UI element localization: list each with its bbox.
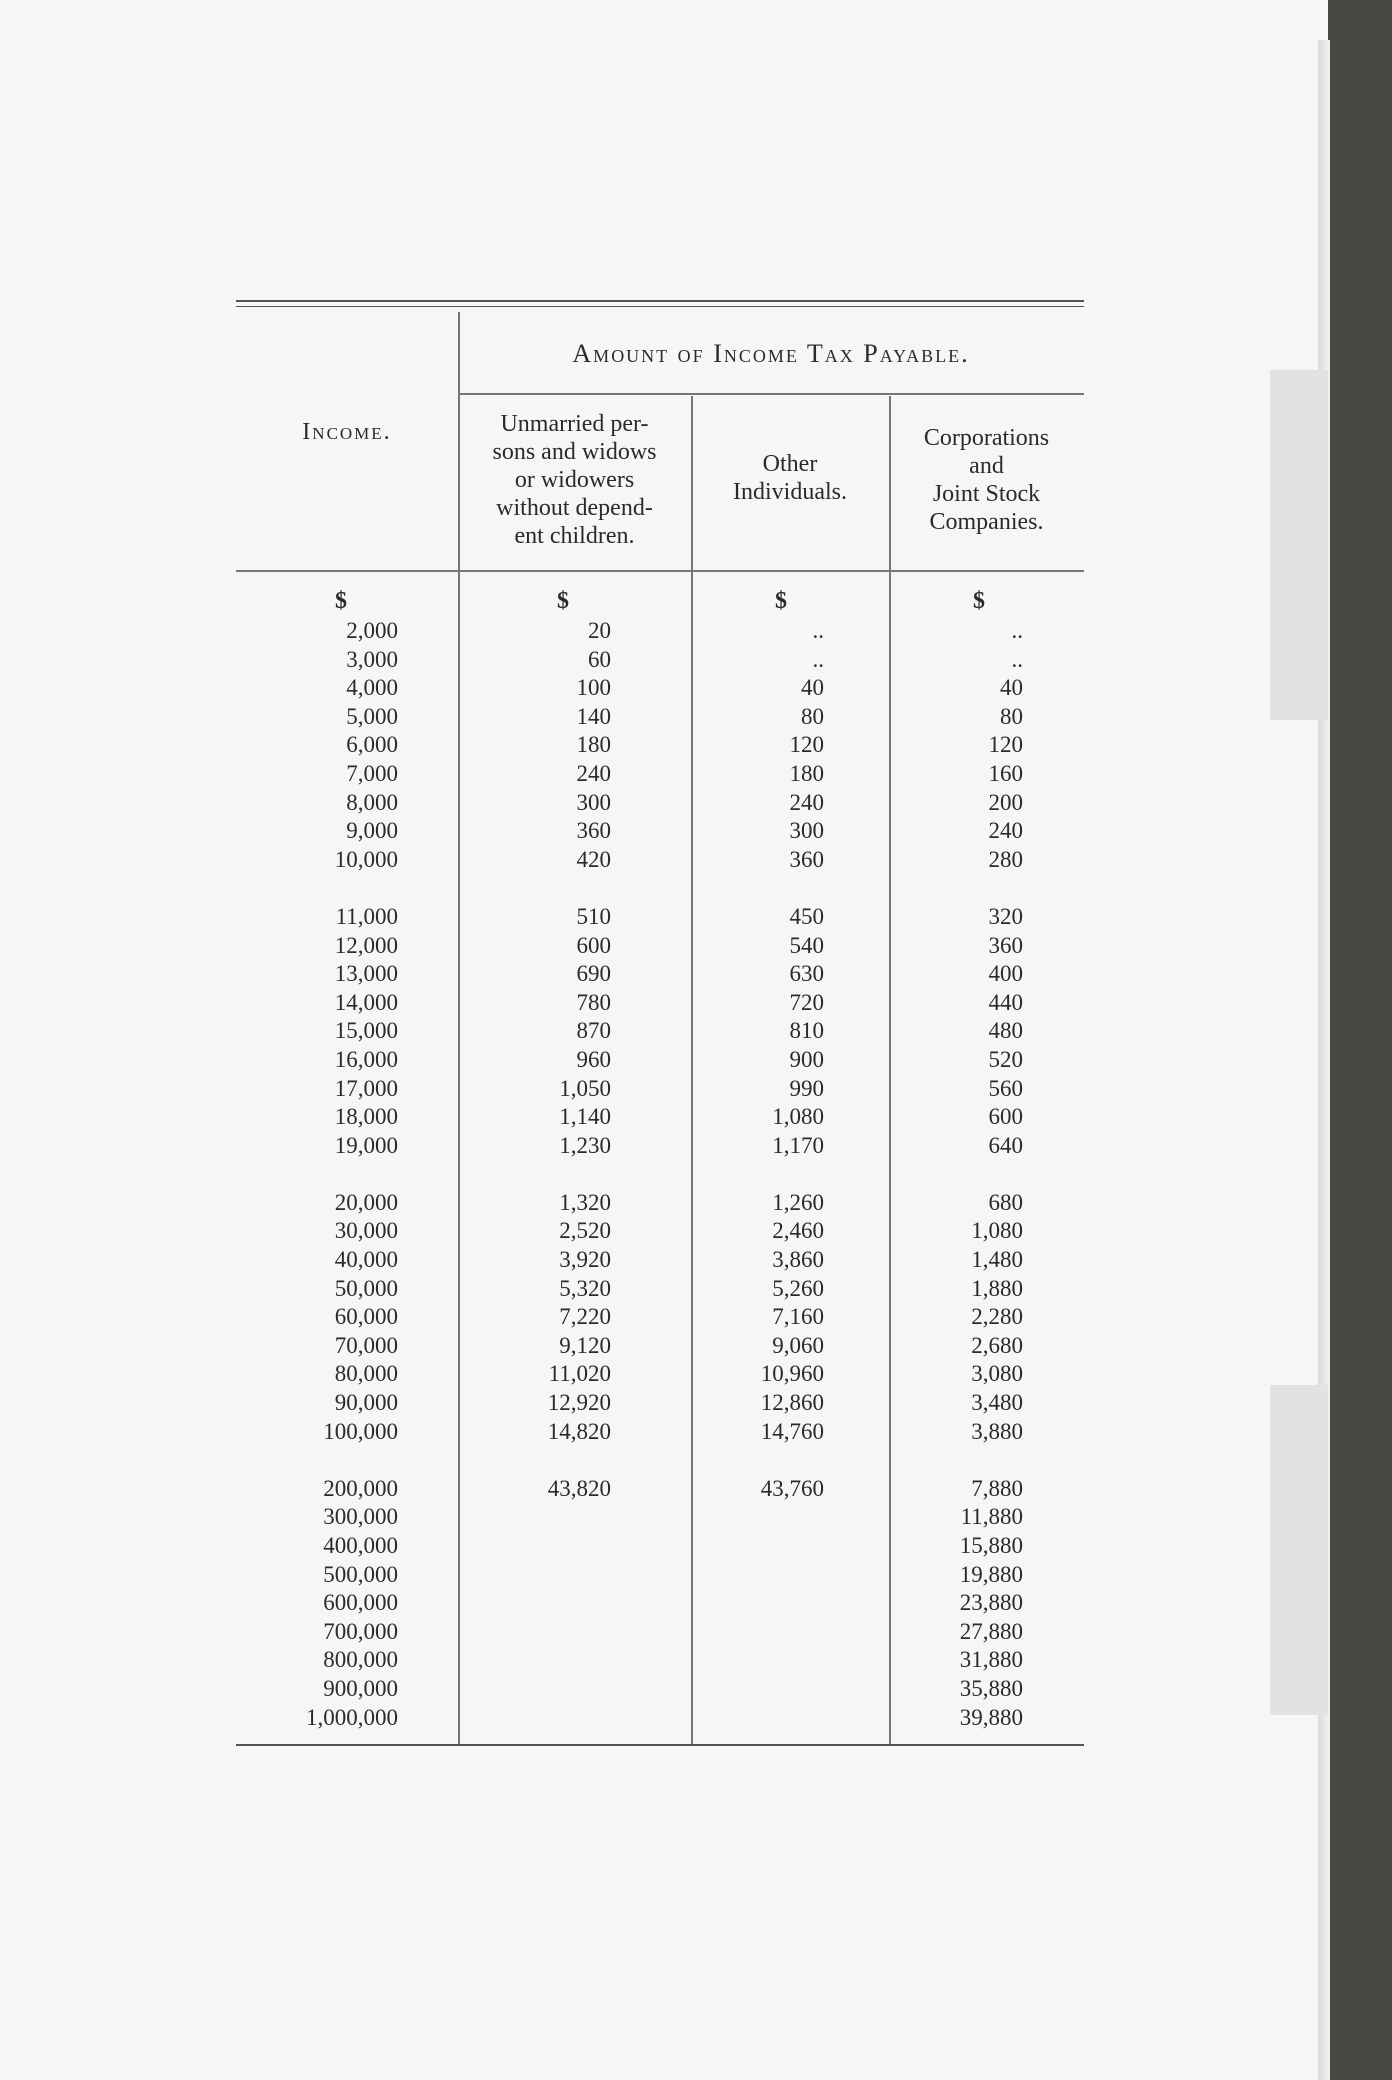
- income-tax-table: [236, 300, 1084, 1750]
- table-row: [236, 1590, 1084, 1619]
- income-cell: 30,000: [334, 1218, 398, 1244]
- income-cell: 18,000: [334, 1104, 398, 1130]
- table-row: [236, 1190, 1084, 1219]
- unmarried-tax-cell: 600: [576, 932, 611, 958]
- other-individuals-tax-cell: 1,260: [772, 1189, 824, 1215]
- top-rule: [236, 300, 1084, 302]
- unmarried-tax-cell: 140: [576, 703, 611, 729]
- income-cell: 200,000: [323, 1475, 398, 1501]
- table-row: [236, 933, 1084, 962]
- table-row: [236, 990, 1084, 1019]
- other-individuals-tax-cell: 990: [789, 1075, 824, 1101]
- unmarried-tax-cell: 780: [576, 989, 611, 1015]
- income-cell: 400,000: [323, 1533, 398, 1558]
- income-cell: 2,000: [346, 618, 398, 643]
- table-row: [236, 732, 1084, 761]
- income-cell: 70,000: [334, 1332, 398, 1358]
- other-individuals-tax-cell: 300: [789, 818, 824, 844]
- table-row: [236, 618, 1084, 647]
- currency-row: [236, 588, 1084, 618]
- table-row: [236, 1276, 1084, 1305]
- income-cell: 4,000: [346, 675, 398, 701]
- corporations-tax-cell: 440: [988, 989, 1023, 1015]
- corporations-tax-cell: 3,480: [971, 1390, 1023, 1416]
- top-rule-thin: [236, 306, 1084, 307]
- corporations-tax-cell: 160: [988, 760, 1023, 786]
- other-individuals-tax-cell: 40: [801, 675, 824, 701]
- unmarried-tax-cell: 1,230: [559, 1132, 611, 1158]
- other-individuals-tax-cell: 900: [789, 1046, 824, 1072]
- income-cell: 700,000: [323, 1618, 398, 1644]
- income-cell: 5,000: [346, 703, 398, 729]
- corporations-tax-cell: 640: [988, 1132, 1023, 1158]
- corporations-tax-cell: 2,680: [971, 1332, 1023, 1358]
- other-individuals-tax-cell: 720: [789, 989, 824, 1015]
- unmarried-tax-cell: 420: [576, 846, 611, 872]
- other-individuals-tax-cell: ..: [812, 646, 824, 672]
- unmarried-tax-cell: 510: [576, 903, 611, 929]
- unmarried-tax-cell: 180: [576, 732, 611, 758]
- table-row: [236, 1304, 1084, 1333]
- unmarried-tax-cell: 5,320: [559, 1275, 611, 1301]
- unmarried-tax-cell: 240: [576, 760, 611, 786]
- corporations-tax-cell: 240: [988, 818, 1023, 844]
- income-cell: 9,000: [346, 818, 398, 844]
- corporations-tax-cell: 27,880: [959, 1618, 1023, 1644]
- corporations-tax-cell: 3,080: [971, 1361, 1023, 1387]
- corporations-tax-cell: 2,280: [971, 1304, 1023, 1330]
- income-cell: 15,000: [334, 1018, 398, 1044]
- header-unmarried: Unmarried per- sons and widows or widowers without depend- ent children.: [492, 411, 657, 549]
- income-cell: 11,000: [335, 903, 398, 929]
- table-row: [236, 961, 1084, 990]
- table-row: [236, 790, 1084, 819]
- page-edge: [1318, 40, 1330, 2080]
- table-row: [236, 1247, 1084, 1276]
- table-body: [236, 588, 1084, 1733]
- other-individuals-tax-cell: 180: [789, 760, 824, 786]
- corporations-tax-cell: 480: [988, 1018, 1023, 1044]
- income-cell: 13,000: [334, 961, 398, 987]
- income-cell: 1,000,000: [306, 1704, 398, 1730]
- other-individuals-tax-cell: 14,760: [760, 1418, 824, 1444]
- corporations-tax-cell: 23,880: [959, 1590, 1023, 1616]
- other-individuals-tax-cell: 5,260: [772, 1275, 824, 1301]
- table-row: [236, 1104, 1084, 1133]
- table-row: [236, 1361, 1084, 1390]
- corporations-tax-cell: 19,880: [959, 1561, 1023, 1587]
- header-income: Income.: [302, 419, 392, 445]
- unmarried-tax-cell: 3,920: [559, 1247, 611, 1273]
- other-individuals-tax-cell: 1,170: [772, 1132, 824, 1158]
- corporations-tax-cell: 200: [988, 789, 1023, 815]
- corporations-tax-cell: 39,880: [959, 1704, 1023, 1730]
- table-row: [236, 675, 1084, 704]
- other-individuals-tax-cell: 12,860: [760, 1390, 824, 1416]
- bottom-rule: [236, 1744, 1084, 1746]
- other-individuals-tax-cell: ..: [812, 618, 824, 643]
- page-tab-lower: [1270, 1385, 1328, 1715]
- header-corporations: Corporations and Joint Stock Companies.: [923, 425, 1050, 535]
- table-row: [236, 1419, 1084, 1448]
- corporations-tax-cell: 600: [988, 1104, 1023, 1130]
- corporations-tax-cell: 31,880: [959, 1647, 1023, 1673]
- table-row: [236, 1705, 1084, 1734]
- corporations-tax-cell: 1,480: [971, 1247, 1023, 1273]
- table-row: [236, 704, 1084, 733]
- income-cell: 300,000: [323, 1504, 398, 1530]
- income-cell: 500,000: [323, 1561, 398, 1587]
- table-row: [236, 1018, 1084, 1047]
- corporations-tax-cell: ..: [1011, 618, 1023, 643]
- table-row: [236, 818, 1084, 847]
- corporations-tax-cell: 680: [988, 1189, 1023, 1215]
- corporations-tax-cell: 3,880: [971, 1418, 1023, 1444]
- other-individuals-tax-cell: 1,080: [772, 1104, 824, 1130]
- other-individuals-tax-cell: 43,760: [760, 1475, 824, 1501]
- other-individuals-tax-cell: 9,060: [772, 1332, 824, 1358]
- other-individuals-tax-cell: 360: [789, 846, 824, 872]
- unmarried-tax-cell: 1,050: [559, 1075, 611, 1101]
- income-cell: 14,000: [334, 989, 398, 1015]
- table-row: [236, 1076, 1084, 1105]
- currency-symbol: $: [973, 588, 985, 614]
- income-cell: 16,000: [334, 1046, 398, 1072]
- corporations-tax-cell: 1,880: [971, 1275, 1023, 1301]
- corporations-tax-cell: 80: [1000, 703, 1023, 729]
- income-cell: 800,000: [323, 1647, 398, 1673]
- unmarried-tax-cell: 960: [576, 1046, 611, 1072]
- income-cell: 60,000: [334, 1304, 398, 1330]
- table-row: [236, 904, 1084, 933]
- table-row: [236, 1647, 1084, 1676]
- currency-symbol: $: [775, 588, 787, 614]
- corporations-tax-cell: 11,880: [960, 1504, 1023, 1530]
- unmarried-tax-cell: 14,820: [547, 1418, 611, 1444]
- corporations-tax-cell: 320: [988, 903, 1023, 929]
- corporations-tax-cell: 520: [988, 1046, 1023, 1072]
- unmarried-tax-cell: 1,140: [559, 1104, 611, 1130]
- table-row: [236, 1619, 1084, 1648]
- income-cell: 900,000: [323, 1675, 398, 1701]
- income-cell: 17,000: [334, 1075, 398, 1101]
- header-bottom-rule: [236, 570, 1084, 572]
- header-amount-payable: Amount of Income Tax Payable.: [572, 339, 970, 368]
- unmarried-tax-cell: 690: [576, 961, 611, 987]
- table-row: [236, 1533, 1084, 1562]
- currency-symbol: $: [557, 588, 569, 614]
- income-cell: 100,000: [323, 1418, 398, 1444]
- other-individuals-tax-cell: 450: [789, 903, 824, 929]
- corporations-tax-cell: 360: [988, 932, 1023, 958]
- unmarried-tax-cell: 20: [588, 618, 611, 643]
- other-individuals-tax-cell: 240: [789, 789, 824, 815]
- unmarried-tax-cell: 1,320: [559, 1189, 611, 1215]
- header-divider: [458, 393, 1084, 395]
- table-row: [236, 647, 1084, 676]
- table-row: [236, 847, 1084, 876]
- income-cell: 12,000: [334, 932, 398, 958]
- unmarried-tax-cell: 12,920: [547, 1390, 611, 1416]
- page-tab-upper: [1270, 370, 1328, 720]
- other-individuals-tax-cell: 810: [789, 1018, 824, 1044]
- table-row: [236, 1047, 1084, 1076]
- corporations-tax-cell: 1,080: [971, 1218, 1023, 1244]
- income-cell: 40,000: [334, 1247, 398, 1273]
- corporations-tax-cell: 280: [988, 846, 1023, 872]
- other-individuals-tax-cell: 7,160: [772, 1304, 824, 1330]
- table-row: [236, 1333, 1084, 1362]
- unmarried-tax-cell: 60: [588, 646, 611, 672]
- corporations-tax-cell: 15,880: [959, 1533, 1023, 1558]
- income-cell: 10,000: [334, 846, 398, 872]
- table-row: [236, 761, 1084, 790]
- table-row: [236, 1562, 1084, 1591]
- table-row: [236, 1218, 1084, 1247]
- other-individuals-tax-cell: 10,960: [760, 1361, 824, 1387]
- income-cell: 19,000: [334, 1132, 398, 1158]
- currency-symbol: $: [335, 588, 347, 614]
- table-row: [236, 1676, 1084, 1705]
- income-cell: 600,000: [323, 1590, 398, 1616]
- income-cell: 7,000: [346, 760, 398, 786]
- corporations-tax-cell: 7,880: [971, 1475, 1023, 1501]
- unmarried-tax-cell: 11,020: [548, 1361, 611, 1387]
- unmarried-tax-cell: 360: [576, 818, 611, 844]
- unmarried-tax-cell: 43,820: [547, 1475, 611, 1501]
- corporations-tax-cell: 40: [1000, 675, 1023, 701]
- income-cell: 90,000: [334, 1390, 398, 1416]
- table-row: [236, 1476, 1084, 1505]
- income-cell: 50,000: [334, 1275, 398, 1301]
- other-individuals-tax-cell: 3,860: [772, 1247, 824, 1273]
- income-cell: 8,000: [346, 789, 398, 815]
- table-row: [236, 1504, 1084, 1533]
- unmarried-tax-cell: 2,520: [559, 1218, 611, 1244]
- table-row: [236, 1390, 1084, 1419]
- unmarried-tax-cell: 870: [576, 1018, 611, 1044]
- header-other-individuals: Other Individuals.: [733, 451, 847, 505]
- other-individuals-tax-cell: 120: [789, 732, 824, 758]
- unmarried-tax-cell: 7,220: [559, 1304, 611, 1330]
- income-cell: 3,000: [346, 646, 398, 672]
- table-row: [236, 1133, 1084, 1162]
- income-cell: 6,000: [346, 732, 398, 758]
- income-cell: 20,000: [334, 1189, 398, 1215]
- other-individuals-tax-cell: 540: [789, 932, 824, 958]
- corporations-tax-cell: 35,880: [959, 1675, 1023, 1701]
- unmarried-tax-cell: 100: [576, 675, 611, 701]
- corporations-tax-cell: 120: [988, 732, 1023, 758]
- corporations-tax-cell: ..: [1011, 646, 1023, 672]
- other-individuals-tax-cell: 80: [801, 703, 824, 729]
- unmarried-tax-cell: 300: [576, 789, 611, 815]
- income-cell: 80,000: [334, 1361, 398, 1387]
- unmarried-tax-cell: 9,120: [559, 1332, 611, 1358]
- corporations-tax-cell: 560: [988, 1075, 1023, 1101]
- corporations-tax-cell: 400: [988, 961, 1023, 987]
- other-individuals-tax-cell: 2,460: [772, 1218, 824, 1244]
- other-individuals-tax-cell: 630: [789, 961, 824, 987]
